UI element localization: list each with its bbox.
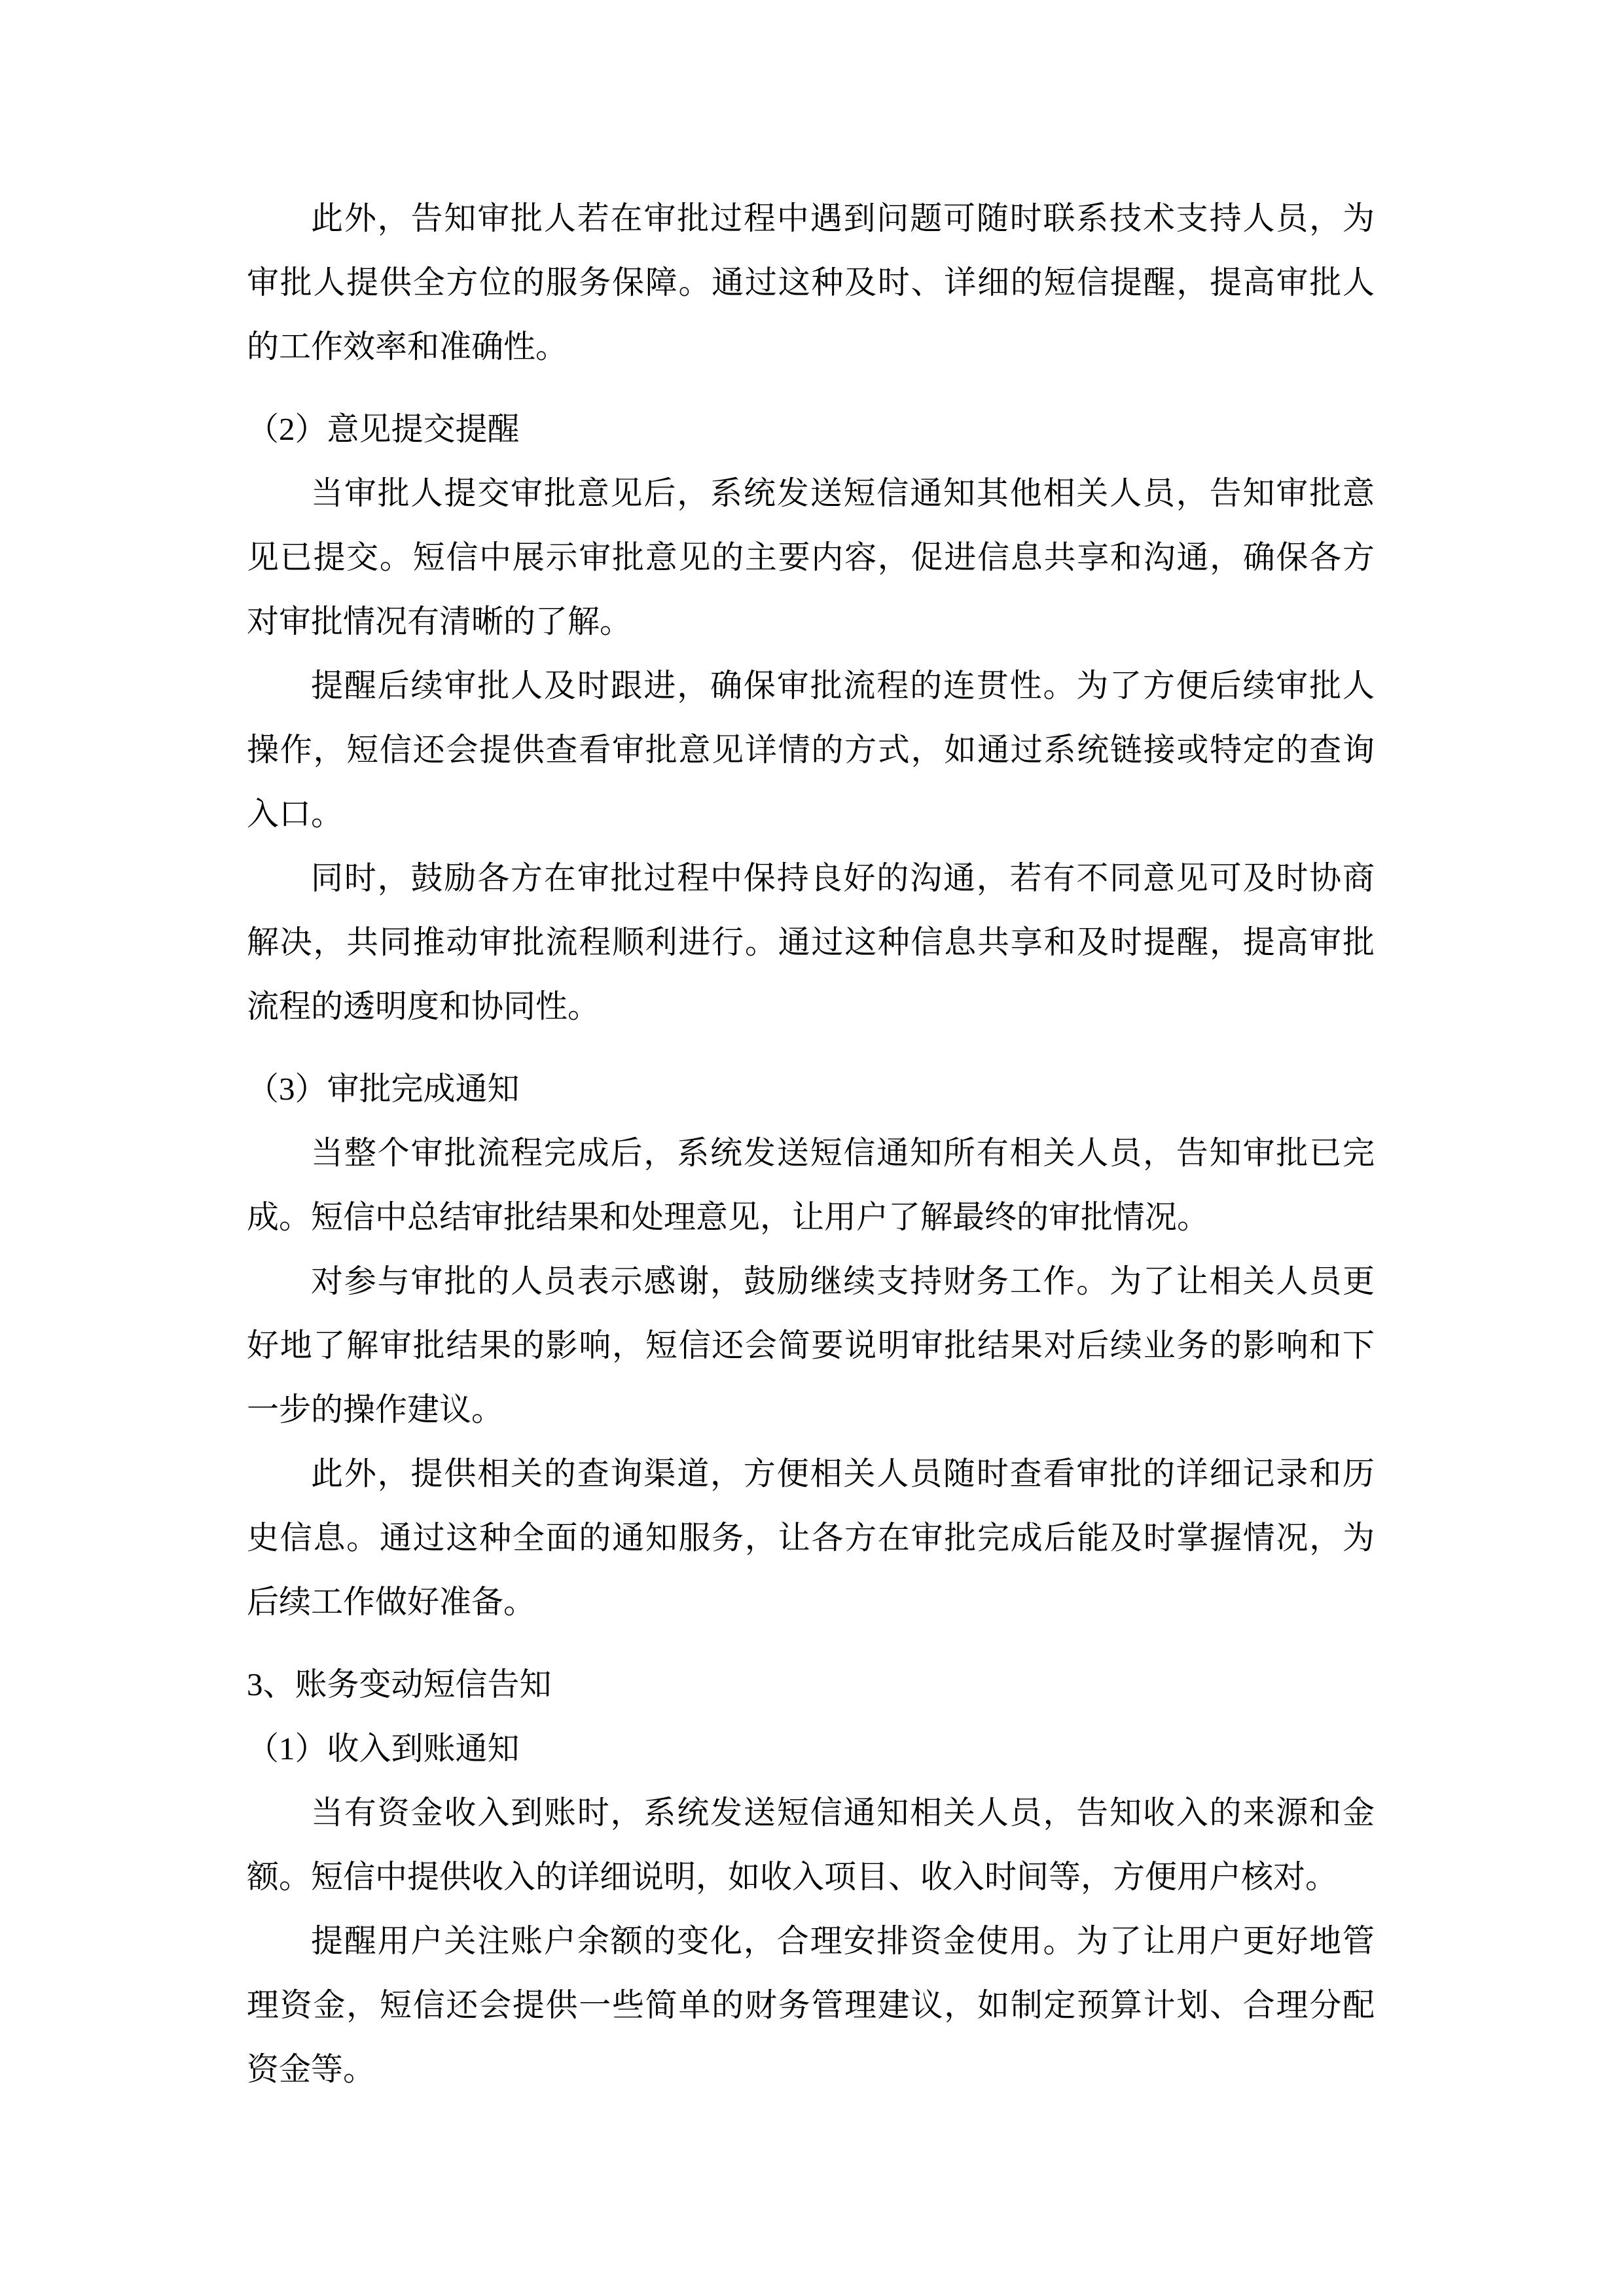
text-line: 史信息。通过这种全面的通知服务，让各方在审批完成后能及时掌握情况，为 <box>247 1520 1375 1556</box>
text-line: 对审批情况有清晰的了解。 <box>247 603 632 639</box>
text-line: 当整个审批流程完成后，系统发送短信通知所有相关人员，告知审批已完 <box>311 1135 1375 1171</box>
text-line: 提醒后续审批人及时跟进，确保审批流程的连贯性。为了方便后续审批人 <box>311 668 1375 704</box>
paragraph <box>247 846 1375 1039</box>
paragraph <box>247 654 1375 846</box>
paragraph <box>247 187 1375 379</box>
text-line: 成。短信中总结审批结果和处理意见，让用户了解最终的审批情况。 <box>247 1199 1210 1235</box>
text-line: （2）意见提交提醒 <box>247 411 520 447</box>
text-line: 额。短信中提供收入的详细说明，如收入项目、收入时间等，方便用户核对。 <box>247 1859 1338 1895</box>
text-line: （3）审批完成通知 <box>247 1071 520 1107</box>
paragraph <box>247 461 1375 654</box>
section-heading <box>247 1057 1375 1121</box>
paragraph <box>247 1121 1375 1249</box>
text-line: 当审批人提交审批意见后，系统发送短信通知其他相关人员，告知审批意 <box>311 475 1375 511</box>
text-line: 提醒用户关注账户余额的变化，合理安排资金使用。为了让用户更好地管 <box>311 1923 1375 1959</box>
text-line: 此外，提供相关的查询渠道，方便相关人员随时查看审批的详细记录和历 <box>311 1456 1375 1492</box>
text-line: 审批人提供全方位的服务保障。通过这种及时、详细的短信提醒，提高审批人 <box>247 264 1375 300</box>
document-content <box>247 187 1375 2102</box>
text-line: 3、账务变动短信告知 <box>247 1666 552 1702</box>
text-line: 好地了解审批结果的影响，短信还会简要说明审批结果对后续业务的影响和下 <box>247 1327 1375 1363</box>
paragraph <box>247 1442 1375 1634</box>
text-line: 对参与审批的人员表示感谢，鼓励继续支持财务工作。为了让相关人员更 <box>311 1263 1375 1299</box>
paragraph <box>247 1781 1375 1909</box>
text-line: 见已提交。短信中展示审批意见的主要内容，促进信息共享和沟通，确保各方 <box>247 539 1375 575</box>
section-heading <box>247 1653 1375 1717</box>
text-line: 的工作效率和准确性。 <box>247 329 568 365</box>
section-heading <box>247 1717 1375 1781</box>
paragraph <box>247 1909 1375 2102</box>
text-line: 后续工作做好准备。 <box>247 1584 536 1620</box>
text-line: 解决，共同推动审批流程顺利进行。通过这种信息共享和及时提醒，提高审批 <box>247 924 1375 960</box>
text-line: 同时，鼓励各方在审批过程中保持良好的沟通，若有不同意见可及时协商 <box>311 860 1375 896</box>
section-heading <box>247 397 1375 461</box>
text-line: 资金等。 <box>247 2051 376 2087</box>
text-line: 入口。 <box>247 796 344 832</box>
text-line: 操作，短信还会提供查看审批意见详情的方式，如通过系统链接或特定的查询 <box>247 732 1375 768</box>
text-line: 流程的透明度和协同性。 <box>247 988 600 1024</box>
text-line: 当有资金收入到账时，系统发送短信通知相关人员，告知收入的来源和金 <box>311 1795 1375 1831</box>
text-line: （1）收入到账通知 <box>247 1731 520 1767</box>
text-line: 此外，告知审批人若在审批过程中遇到问题可随时联系技术支持人员，为 <box>311 200 1375 236</box>
text-line: 理资金，短信还会提供一些简单的财务管理建议，如制定预算计划、合理分配 <box>247 1987 1375 2023</box>
text-line: 一步的操作建议。 <box>247 1391 504 1427</box>
paragraph <box>247 1249 1375 1442</box>
